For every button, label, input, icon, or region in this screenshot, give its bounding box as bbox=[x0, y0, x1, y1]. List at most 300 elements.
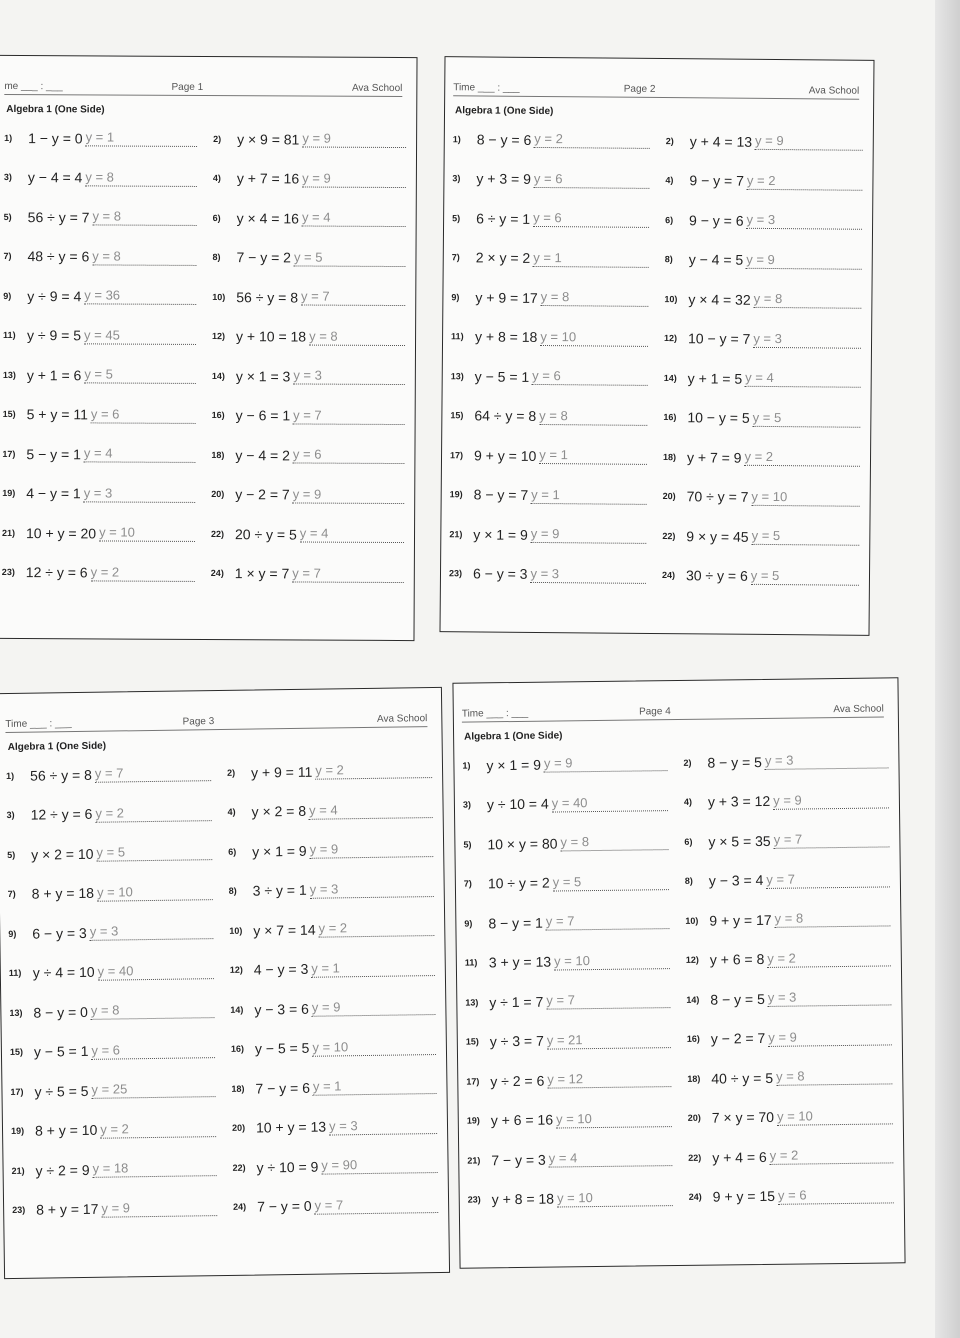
answer-field[interactable]: y = 6 bbox=[778, 1186, 894, 1204]
equation: 8 + y = 18 bbox=[31, 885, 95, 902]
worksheet-page-4 bbox=[452, 677, 905, 1268]
question-item bbox=[2, 434, 195, 475]
question-item bbox=[450, 435, 647, 476]
question-number: 17) bbox=[449, 449, 464, 461]
question-number: 15) bbox=[465, 1036, 479, 1047]
answer-field[interactable]: y = 10 bbox=[751, 489, 859, 507]
answer-field[interactable]: y = 10 bbox=[777, 1107, 893, 1125]
school-name: Ava School bbox=[351, 82, 403, 95]
answer-field[interactable]: y = 3 bbox=[329, 1117, 437, 1136]
question-item bbox=[664, 358, 861, 399]
question-number: 8) bbox=[228, 886, 237, 897]
question-item bbox=[231, 1066, 437, 1108]
answer-field[interactable]: y = 8 bbox=[775, 910, 891, 928]
time-label: me ___ : ___ bbox=[4, 80, 63, 93]
answer-field[interactable]: y = 7 bbox=[766, 870, 890, 889]
answer-field[interactable]: y = 1 bbox=[531, 487, 647, 505]
answer-field[interactable]: y = 8 bbox=[92, 248, 196, 266]
question-number: 23) bbox=[1, 567, 15, 578]
equation: 8 + y = 17 bbox=[36, 1201, 99, 1218]
answer-field[interactable]: y = 7 bbox=[314, 1196, 438, 1215]
worksheet-title: Algebra 1 (One Side) bbox=[7, 740, 107, 753]
answer-field[interactable]: y = 9 bbox=[101, 1199, 217, 1218]
question-number: 19) bbox=[10, 1126, 25, 1137]
equation: y − 2 = 7 bbox=[235, 486, 290, 503]
question-number: 16) bbox=[211, 410, 225, 421]
answer-field[interactable]: y = 36 bbox=[84, 288, 196, 306]
equation: y + 10 = 18 bbox=[236, 328, 307, 345]
question-number: 23) bbox=[12, 1205, 26, 1216]
answer-field[interactable]: y = 12 bbox=[547, 1070, 671, 1089]
equation: 1 − y = 0 bbox=[28, 129, 83, 147]
answer-field[interactable]: y = 18 bbox=[92, 1159, 216, 1178]
equation: 8 + y = 10 bbox=[34, 1122, 98, 1139]
question-number: 17) bbox=[10, 1086, 24, 1097]
answer-field[interactable]: y = 9 bbox=[531, 526, 647, 544]
question-item bbox=[452, 198, 649, 239]
question-number: 14) bbox=[686, 994, 700, 1005]
equation: y + 9 = 11 bbox=[250, 763, 313, 781]
answer-field[interactable]: y = 9 bbox=[746, 252, 862, 270]
question-item bbox=[6, 753, 212, 795]
question-item bbox=[453, 119, 650, 160]
answer-field[interactable]: y = 2 bbox=[318, 919, 434, 938]
question-item bbox=[229, 908, 435, 950]
answer-field[interactable]: y = 10 bbox=[99, 525, 195, 543]
question-number: 4) bbox=[227, 807, 236, 818]
answer-field[interactable]: y = 3 bbox=[90, 922, 214, 941]
answer-field[interactable]: y = 5 bbox=[96, 843, 212, 862]
equation: y × 1 = 3 bbox=[235, 367, 291, 385]
answer-field[interactable]: y = 6 bbox=[532, 368, 648, 386]
answer-field[interactable]: y = 2 bbox=[744, 449, 860, 467]
answer-field[interactable]: y = 5 bbox=[752, 528, 860, 546]
question-item bbox=[666, 121, 863, 162]
question-number: 10) bbox=[685, 915, 699, 926]
question-number: 2) bbox=[683, 757, 692, 768]
equation: y × 1 = 9 bbox=[473, 526, 528, 543]
question-item bbox=[688, 1175, 893, 1217]
question-item bbox=[452, 159, 649, 200]
time-label: Time ___ : ___ bbox=[453, 82, 520, 94]
question-number: 16) bbox=[686, 1034, 700, 1045]
question-item bbox=[462, 743, 667, 785]
question-item bbox=[2, 473, 195, 514]
question-number: 7) bbox=[463, 878, 472, 889]
question-number: 11) bbox=[3, 330, 16, 341]
question-number: 12) bbox=[212, 331, 226, 342]
answer-field[interactable]: y = 9 bbox=[293, 486, 405, 504]
question-item bbox=[663, 477, 860, 518]
equation: y − 4 = 5 bbox=[688, 251, 744, 268]
equation: 6 − y = 3 bbox=[32, 924, 87, 942]
question-number: 19) bbox=[466, 1115, 480, 1126]
equation: y × 4 = 32 bbox=[688, 291, 751, 308]
equation: 56 ÷ y = 8 bbox=[29, 766, 92, 784]
question-item bbox=[212, 277, 405, 318]
question-number: 18) bbox=[231, 1083, 245, 1094]
equation: 9 + y = 10 bbox=[473, 447, 537, 464]
equation: 10 − y = 5 bbox=[687, 409, 750, 427]
answer-field[interactable]: y = 7 bbox=[774, 831, 890, 849]
question-number: 18) bbox=[211, 449, 225, 460]
question-item bbox=[687, 1056, 892, 1098]
answer-field[interactable]: y = 5 bbox=[753, 410, 861, 428]
answer-field[interactable]: y = 90 bbox=[321, 1156, 437, 1175]
question-number: 4) bbox=[665, 175, 674, 186]
question-number: 11) bbox=[464, 957, 478, 968]
equation: y ÷ 9 = 4 bbox=[27, 287, 82, 305]
question-number: 20) bbox=[687, 1112, 701, 1124]
answer-field[interactable]: y = 8 bbox=[309, 328, 405, 346]
question-number: 7) bbox=[7, 889, 16, 900]
equation: y − 6 = 1 bbox=[235, 407, 291, 424]
answer-field[interactable]: y = 9 bbox=[544, 754, 668, 773]
answer-field[interactable]: y = 8 bbox=[560, 833, 668, 851]
answer-field[interactable]: y = 6 bbox=[534, 171, 650, 189]
answer-field[interactable]: y = 10 bbox=[556, 1110, 672, 1128]
question-number: 11) bbox=[451, 331, 464, 342]
answer-field[interactable]: y = 2 bbox=[534, 131, 650, 149]
equation: 6 − y = 3 bbox=[472, 565, 528, 583]
question-number: 24) bbox=[210, 568, 224, 579]
equation: 7 × y = 70 bbox=[711, 1109, 775, 1126]
answer-field[interactable]: y = 4 bbox=[309, 801, 433, 820]
equation: 9 + y = 15 bbox=[712, 1188, 776, 1205]
equation: y + 8 = 18 bbox=[475, 328, 538, 346]
equation: 3 + y = 13 bbox=[488, 953, 552, 971]
equation: y × 2 = 8 bbox=[251, 803, 307, 820]
question-number: 5) bbox=[7, 849, 16, 860]
answer-field[interactable]: y = 7 bbox=[301, 289, 405, 307]
answer-field[interactable]: y = 9 bbox=[755, 133, 863, 151]
answer-field[interactable]: y = 2 bbox=[770, 1147, 894, 1166]
question-number: 5) bbox=[452, 212, 461, 224]
page-number: Page 4 bbox=[638, 706, 671, 718]
equation: y ÷ 10 = 4 bbox=[486, 795, 549, 813]
answer-field[interactable]: y = 4 bbox=[300, 526, 404, 544]
equation: y − 2 = 7 bbox=[710, 1030, 766, 1047]
answer-field[interactable]: y = 7 bbox=[95, 764, 211, 783]
answer-field[interactable]: y = 2 bbox=[767, 949, 891, 968]
answer-field[interactable]: y = 2 bbox=[91, 564, 195, 582]
equation: 7 − y = 2 bbox=[236, 249, 292, 266]
page-number: Page 1 bbox=[171, 81, 204, 93]
school-name: Ava School bbox=[808, 85, 860, 97]
answer-field[interactable]: y = 3 bbox=[753, 331, 861, 349]
question-item bbox=[232, 1106, 438, 1148]
question-number: 7) bbox=[451, 252, 460, 263]
answer-field[interactable]: y = 9 bbox=[768, 1028, 892, 1047]
question-item bbox=[2, 513, 195, 554]
question-item bbox=[684, 819, 889, 861]
answer-field[interactable]: y = 1 bbox=[86, 130, 198, 148]
answer-field[interactable]: y = 6 bbox=[533, 210, 649, 228]
question-number: 21) bbox=[11, 1165, 25, 1176]
answer-field[interactable]: y = 1 bbox=[313, 1077, 437, 1096]
answer-field[interactable]: y = 7 bbox=[293, 407, 405, 425]
question-number: 6) bbox=[684, 836, 693, 847]
question-item bbox=[3, 394, 196, 435]
question-number: 13) bbox=[450, 370, 464, 382]
question-item bbox=[8, 911, 214, 953]
equation: 3 ÷ y = 1 bbox=[252, 882, 307, 899]
question-number: 19) bbox=[2, 488, 16, 499]
answer-field[interactable]: y = 21 bbox=[547, 1031, 671, 1050]
question-number: 3) bbox=[3, 172, 12, 183]
equation: 30 ÷ y = 6 bbox=[685, 567, 748, 585]
question-number: 7) bbox=[3, 251, 12, 262]
question-item bbox=[450, 475, 647, 516]
equation: 7 − y = 0 bbox=[257, 1198, 312, 1215]
answer-field[interactable]: y = 3 bbox=[530, 566, 646, 584]
answer-field[interactable]: y = 2 bbox=[100, 1120, 216, 1139]
question-item bbox=[450, 396, 647, 437]
question-item bbox=[465, 980, 670, 1022]
answer-field[interactable]: y = 8 bbox=[754, 291, 862, 309]
answer-field[interactable]: y = 7 bbox=[546, 991, 670, 1010]
question-number: 6) bbox=[228, 846, 237, 857]
equation: y + 7 = 16 bbox=[236, 170, 300, 187]
question-item bbox=[9, 951, 215, 993]
question-item bbox=[212, 317, 405, 358]
question-item bbox=[465, 941, 670, 983]
equation: y + 8 = 18 bbox=[491, 1190, 555, 1208]
question-number: 4) bbox=[683, 797, 692, 808]
answer-field[interactable]: y = 2 bbox=[315, 761, 432, 780]
question-item bbox=[9, 990, 215, 1032]
question-item bbox=[451, 356, 648, 397]
answer-field[interactable]: y = 3 bbox=[765, 752, 889, 771]
question-number: 21) bbox=[449, 528, 463, 540]
equation: 5 − y = 1 bbox=[26, 445, 81, 463]
question-item bbox=[664, 319, 861, 360]
equation: y − 5 = 5 bbox=[254, 1040, 310, 1057]
answer-field[interactable]: y = 10 bbox=[97, 883, 213, 902]
question-item bbox=[449, 514, 646, 555]
answer-field[interactable]: y = 10 bbox=[554, 952, 670, 970]
question-number: 21) bbox=[2, 527, 16, 538]
equation: y × 4 = 16 bbox=[236, 209, 300, 227]
answer-field[interactable]: y = 5 bbox=[84, 367, 196, 385]
worksheet-page-1 bbox=[0, 55, 418, 641]
question-item bbox=[449, 554, 646, 595]
equation: y − 4 = 4 bbox=[27, 169, 83, 186]
answer-field[interactable]: y = 4 bbox=[302, 210, 406, 228]
question-number: 12) bbox=[664, 333, 678, 344]
question-number: 23) bbox=[467, 1194, 481, 1205]
equation: 10 + y = 13 bbox=[255, 1118, 327, 1136]
time-label: Time ___ : ___ bbox=[461, 707, 529, 720]
equation: y + 7 = 9 bbox=[686, 449, 742, 466]
answer-field[interactable]: y = 3 bbox=[310, 880, 434, 899]
equation: 10 + y = 20 bbox=[25, 524, 97, 542]
page-header bbox=[453, 79, 859, 100]
question-item bbox=[3, 355, 196, 396]
answer-field[interactable]: y = 9 bbox=[302, 170, 406, 188]
question-item bbox=[3, 276, 196, 317]
equation: 64 ÷ y = 8 bbox=[474, 407, 537, 425]
question-item bbox=[662, 516, 859, 557]
question-item bbox=[4, 157, 197, 198]
answer-field[interactable]: y = 2 bbox=[747, 173, 863, 191]
answer-field[interactable]: y = 8 bbox=[539, 408, 647, 426]
question-item bbox=[684, 780, 889, 822]
question-item bbox=[468, 1178, 673, 1220]
paper-edge bbox=[935, 0, 960, 1338]
question-number: 5) bbox=[3, 211, 12, 222]
equation: 9 + y = 17 bbox=[709, 911, 772, 929]
school-name: Ava School bbox=[376, 713, 428, 725]
question-item bbox=[3, 236, 196, 277]
question-item bbox=[464, 901, 669, 943]
question-number: 22) bbox=[211, 528, 225, 539]
question-number: 8) bbox=[684, 876, 693, 887]
question-item bbox=[451, 277, 648, 318]
answer-field[interactable]: y = 8 bbox=[91, 1001, 215, 1020]
question-item bbox=[467, 1138, 672, 1180]
answer-field[interactable]: y = 3 bbox=[293, 368, 405, 386]
question-item bbox=[233, 1185, 439, 1227]
question-item bbox=[3, 315, 196, 356]
question-item bbox=[4, 197, 197, 238]
equation: y ÷ 2 = 6 bbox=[490, 1072, 545, 1090]
equation: y × 7 = 14 bbox=[253, 921, 316, 939]
equation: y + 9 = 17 bbox=[475, 289, 538, 306]
equation: y ÷ 1 = 7 bbox=[489, 993, 544, 1011]
equation: y + 3 = 9 bbox=[476, 170, 532, 188]
answer-field[interactable]: y = 2 bbox=[95, 804, 211, 823]
question-number: 8) bbox=[212, 252, 221, 263]
equation: y − 5 = 1 bbox=[33, 1043, 89, 1060]
question-grid bbox=[449, 119, 863, 597]
answer-field[interactable]: y = 4 bbox=[549, 1149, 673, 1168]
question-number: 2) bbox=[226, 767, 236, 778]
answer-field[interactable]: y = 9 bbox=[773, 791, 889, 809]
question-number: 22) bbox=[662, 530, 676, 541]
question-number: 8) bbox=[664, 254, 673, 265]
answer-field[interactable]: y = 5 bbox=[751, 568, 859, 586]
equation: 8 − y = 5 bbox=[710, 990, 765, 1008]
answer-field[interactable]: y = 7 bbox=[292, 565, 404, 583]
answer-field[interactable]: y = 45 bbox=[84, 327, 196, 345]
equation: 2 × y = 2 bbox=[475, 249, 531, 267]
equation: y − 3 = 4 bbox=[708, 872, 764, 889]
question-item bbox=[686, 938, 891, 980]
question-item bbox=[211, 475, 404, 516]
answer-field[interactable]: y = 10 bbox=[540, 329, 648, 347]
question-item bbox=[4, 118, 197, 159]
question-number: 20) bbox=[231, 1122, 246, 1134]
question-number: 4) bbox=[212, 173, 221, 184]
answer-field[interactable]: y = 1 bbox=[311, 959, 435, 978]
worksheet-page-3 bbox=[0, 687, 450, 1279]
answer-field[interactable]: y = 1 bbox=[539, 447, 647, 465]
equation: y + 1 = 5 bbox=[687, 370, 743, 387]
question-number: 16) bbox=[230, 1043, 245, 1055]
answer-field[interactable]: y = 3 bbox=[768, 989, 892, 1008]
answer-field[interactable]: y = 9 bbox=[302, 131, 406, 149]
question-number: 20) bbox=[211, 489, 225, 500]
question-grid bbox=[6, 750, 439, 1230]
question-item bbox=[665, 240, 862, 281]
question-number: 11) bbox=[8, 968, 22, 979]
equation: y + 6 = 8 bbox=[709, 951, 765, 968]
question-item bbox=[211, 514, 404, 555]
equation: y − 3 = 6 bbox=[254, 1000, 309, 1018]
answer-field[interactable]: y = 1 bbox=[533, 250, 649, 268]
equation: 56 ÷ y = 8 bbox=[236, 288, 299, 306]
question-item bbox=[451, 317, 648, 358]
question-item bbox=[452, 238, 649, 279]
answer-field[interactable]: y = 3 bbox=[84, 485, 196, 503]
question-number: 22) bbox=[232, 1162, 246, 1173]
answer-field[interactable]: y = 40 bbox=[97, 962, 213, 981]
answer-field[interactable]: y = 5 bbox=[294, 249, 406, 267]
answer-field[interactable]: y = 4 bbox=[745, 370, 861, 388]
question-item bbox=[212, 238, 405, 279]
answer-field[interactable]: y = 8 bbox=[541, 289, 649, 307]
question-number: 13) bbox=[2, 369, 16, 380]
worksheet-title: Algebra 1 (One Side) bbox=[464, 730, 563, 743]
question-item bbox=[7, 872, 213, 914]
answer-field[interactable]: y = 40 bbox=[552, 794, 668, 812]
equation: y − 5 = 1 bbox=[474, 368, 530, 385]
answer-field[interactable]: y = 7 bbox=[546, 912, 670, 931]
equation: 8 − y = 0 bbox=[33, 1003, 88, 1021]
question-number: 15) bbox=[9, 1047, 24, 1058]
worksheet-title: Algebra 1 (One Side) bbox=[6, 103, 105, 116]
equation: 12 ÷ y = 6 bbox=[25, 564, 88, 581]
equation: 10 ÷ y = 2 bbox=[487, 874, 550, 892]
question-item bbox=[228, 829, 434, 871]
answer-field[interactable]: y = 6 bbox=[91, 406, 196, 424]
question-number: 13) bbox=[9, 1007, 23, 1018]
question-item bbox=[227, 790, 433, 832]
equation: 10 × y = 80 bbox=[487, 835, 558, 853]
question-number: 3) bbox=[6, 810, 15, 821]
question-number: 15) bbox=[450, 410, 464, 421]
answer-field[interactable]: y = 6 bbox=[293, 447, 405, 465]
answer-field[interactable]: y = 8 bbox=[92, 209, 196, 227]
answer-field[interactable]: y = 3 bbox=[747, 212, 863, 230]
question-number: 13) bbox=[465, 997, 479, 1008]
answer-field[interactable]: y = 4 bbox=[84, 446, 196, 464]
answer-field[interactable]: y = 8 bbox=[85, 169, 197, 187]
answer-field[interactable]: y = 9 bbox=[312, 998, 436, 1017]
equation: y ÷ 5 = 5 bbox=[34, 1082, 89, 1100]
page-header bbox=[462, 700, 884, 722]
answer-field[interactable]: y = 6 bbox=[91, 1041, 215, 1060]
question-number: 20) bbox=[662, 491, 676, 502]
question-number: 5) bbox=[463, 839, 472, 850]
question-item bbox=[213, 119, 406, 160]
question-item bbox=[10, 1069, 216, 1111]
answer-field[interactable]: y = 9 bbox=[310, 840, 434, 859]
question-item bbox=[463, 822, 668, 864]
answer-field[interactable]: y = 10 bbox=[312, 1038, 436, 1057]
equation: 20 ÷ y = 5 bbox=[234, 525, 297, 543]
answer-field[interactable]: y = 8 bbox=[776, 1068, 892, 1086]
question-number: 9) bbox=[451, 291, 460, 303]
question-number: 9) bbox=[3, 290, 12, 301]
answer-field[interactable]: y = 5 bbox=[553, 873, 669, 891]
answer-field[interactable]: y = 25 bbox=[91, 1080, 215, 1099]
question-number: 16) bbox=[663, 412, 677, 423]
answer-field[interactable]: y = 10 bbox=[557, 1189, 673, 1207]
question-number: 1) bbox=[4, 132, 13, 143]
question-item bbox=[688, 1096, 893, 1138]
